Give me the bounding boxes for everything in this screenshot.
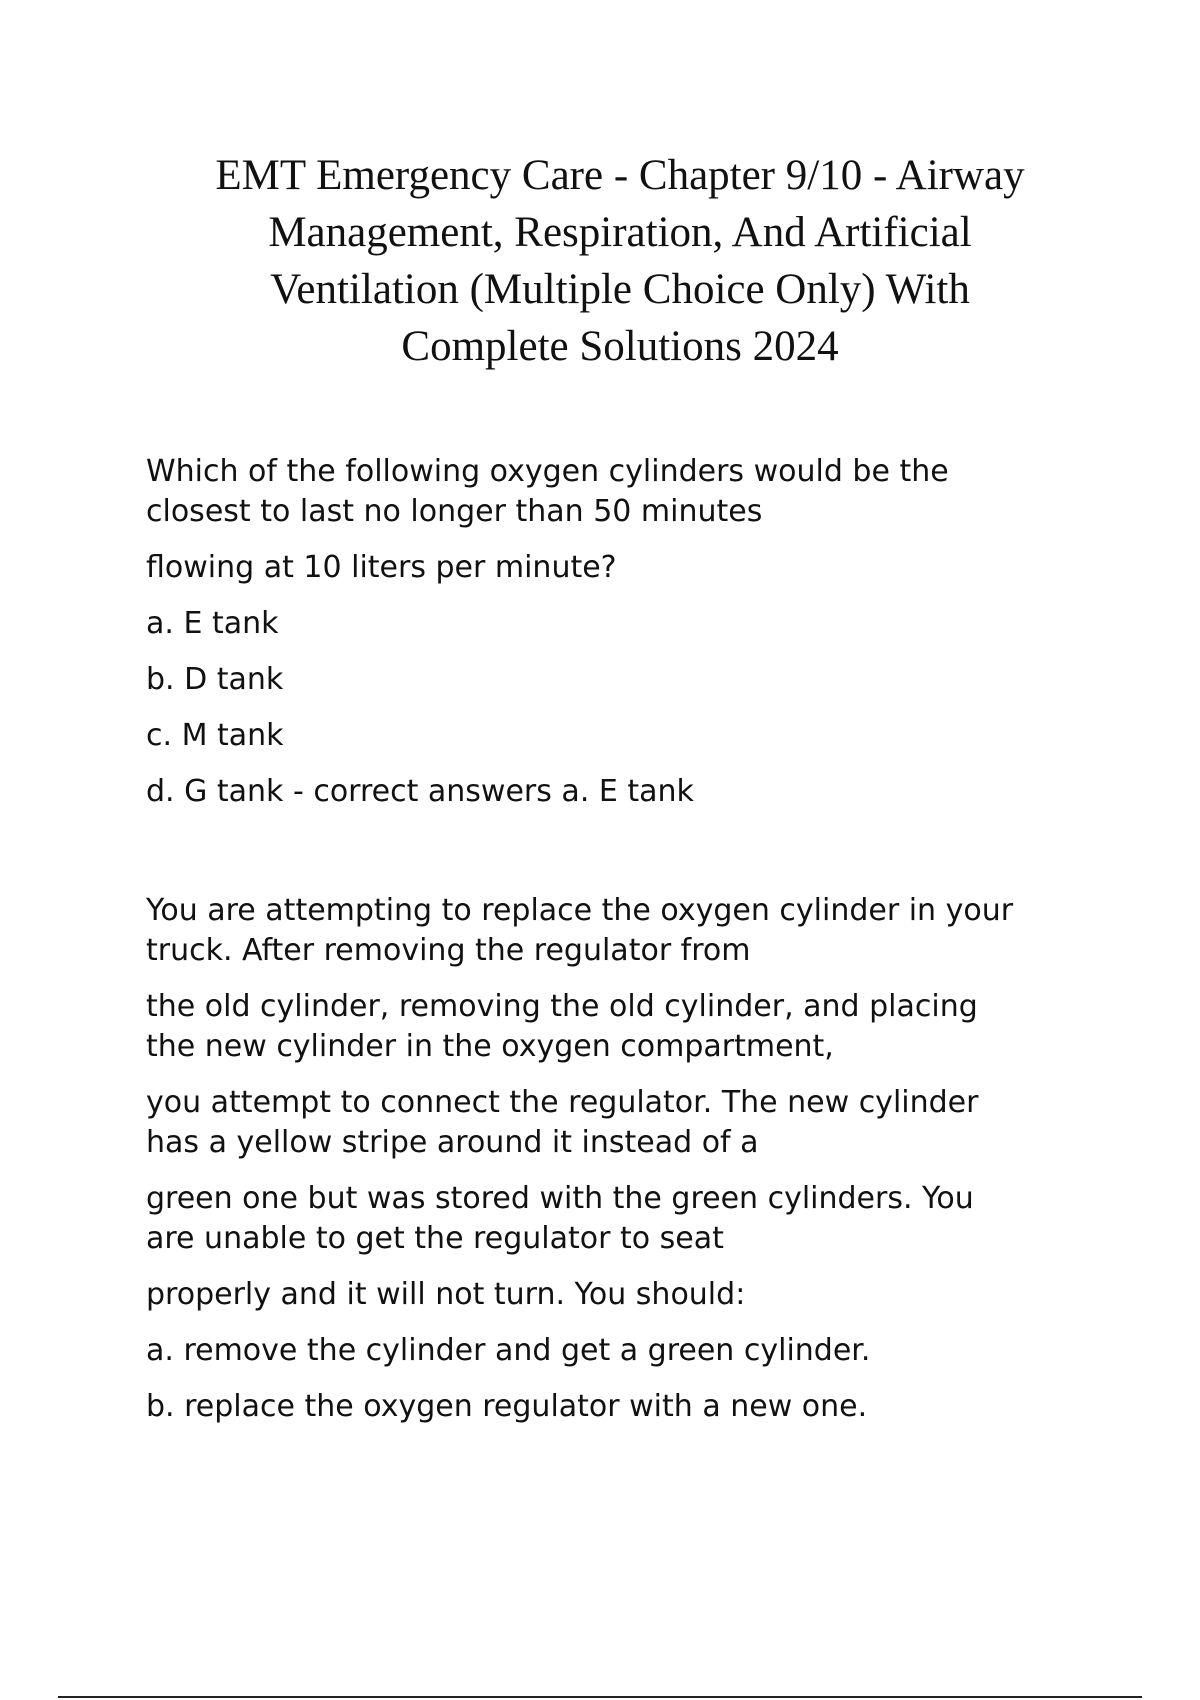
text-line: are unable to get the regulator to seat	[146, 1221, 724, 1256]
title-line: Complete Solutions 2024	[401, 323, 839, 370]
question-1-option-c	[146, 716, 1126, 756]
text-line: truck. After removing the regulator from	[146, 933, 751, 968]
question-2-option-a	[146, 1331, 1126, 1371]
text-line: closest to last no longer than 50 minutes	[146, 494, 763, 529]
footer-divider	[58, 1696, 1142, 1698]
question-1-option-b	[146, 660, 1126, 700]
question-2-stem-continued	[146, 987, 1126, 1067]
text-line: You are attempting to replace the oxygen cylinder in your	[146, 893, 1014, 928]
title-line: Ventilation (Multiple Choice Only) With	[270, 266, 970, 313]
question-2	[146, 891, 1126, 1443]
text-line: the new cylinder in the oxygen compartment,	[146, 1029, 834, 1064]
text-line: b. replace the oxygen regulator with a new one.	[146, 1389, 868, 1424]
text-line: has a yellow stripe around it instead of a	[146, 1125, 759, 1160]
question-1-stem-continued	[146, 548, 1126, 588]
title-line: Management, Respiration, And Artificial	[268, 209, 972, 256]
text-line: the old cylinder, removing the old cylinder, and placing	[146, 989, 978, 1024]
question-2-stem-continued	[146, 1179, 1126, 1259]
question-2-stem	[146, 891, 1126, 971]
text-line: a. remove the cylinder and get a green cylinder.	[146, 1333, 871, 1368]
question-1-option-d-answer	[146, 772, 1126, 812]
question-2-prompt	[146, 1275, 1126, 1315]
text-line: a. E tank	[146, 606, 279, 641]
text-line: flowing at 10 liters per minute?	[146, 550, 617, 585]
text-line: green one but was stored with the green cylinders. You	[146, 1181, 974, 1216]
title-line: EMT Emergency Care - Chapter 9/10 - Airway	[215, 152, 1025, 199]
text-line: c. M tank	[146, 718, 284, 753]
text-line: properly and it will not turn. You should:	[146, 1277, 746, 1312]
text-line: d. G tank - correct answers a. E tank	[146, 774, 694, 809]
question-1-option-a	[146, 604, 1126, 644]
question-1-stem	[146, 452, 1126, 532]
text-line: you attempt to connect the regulator. The new cylinder	[146, 1085, 979, 1120]
question-2-stem-continued	[146, 1083, 1126, 1163]
question-2-option-b	[146, 1387, 1126, 1427]
text-line: Which of the following oxygen cylinders would be the	[146, 454, 949, 489]
question-1	[146, 452, 1126, 828]
text-line: b. D tank	[146, 662, 284, 697]
document-title	[140, 147, 1100, 375]
